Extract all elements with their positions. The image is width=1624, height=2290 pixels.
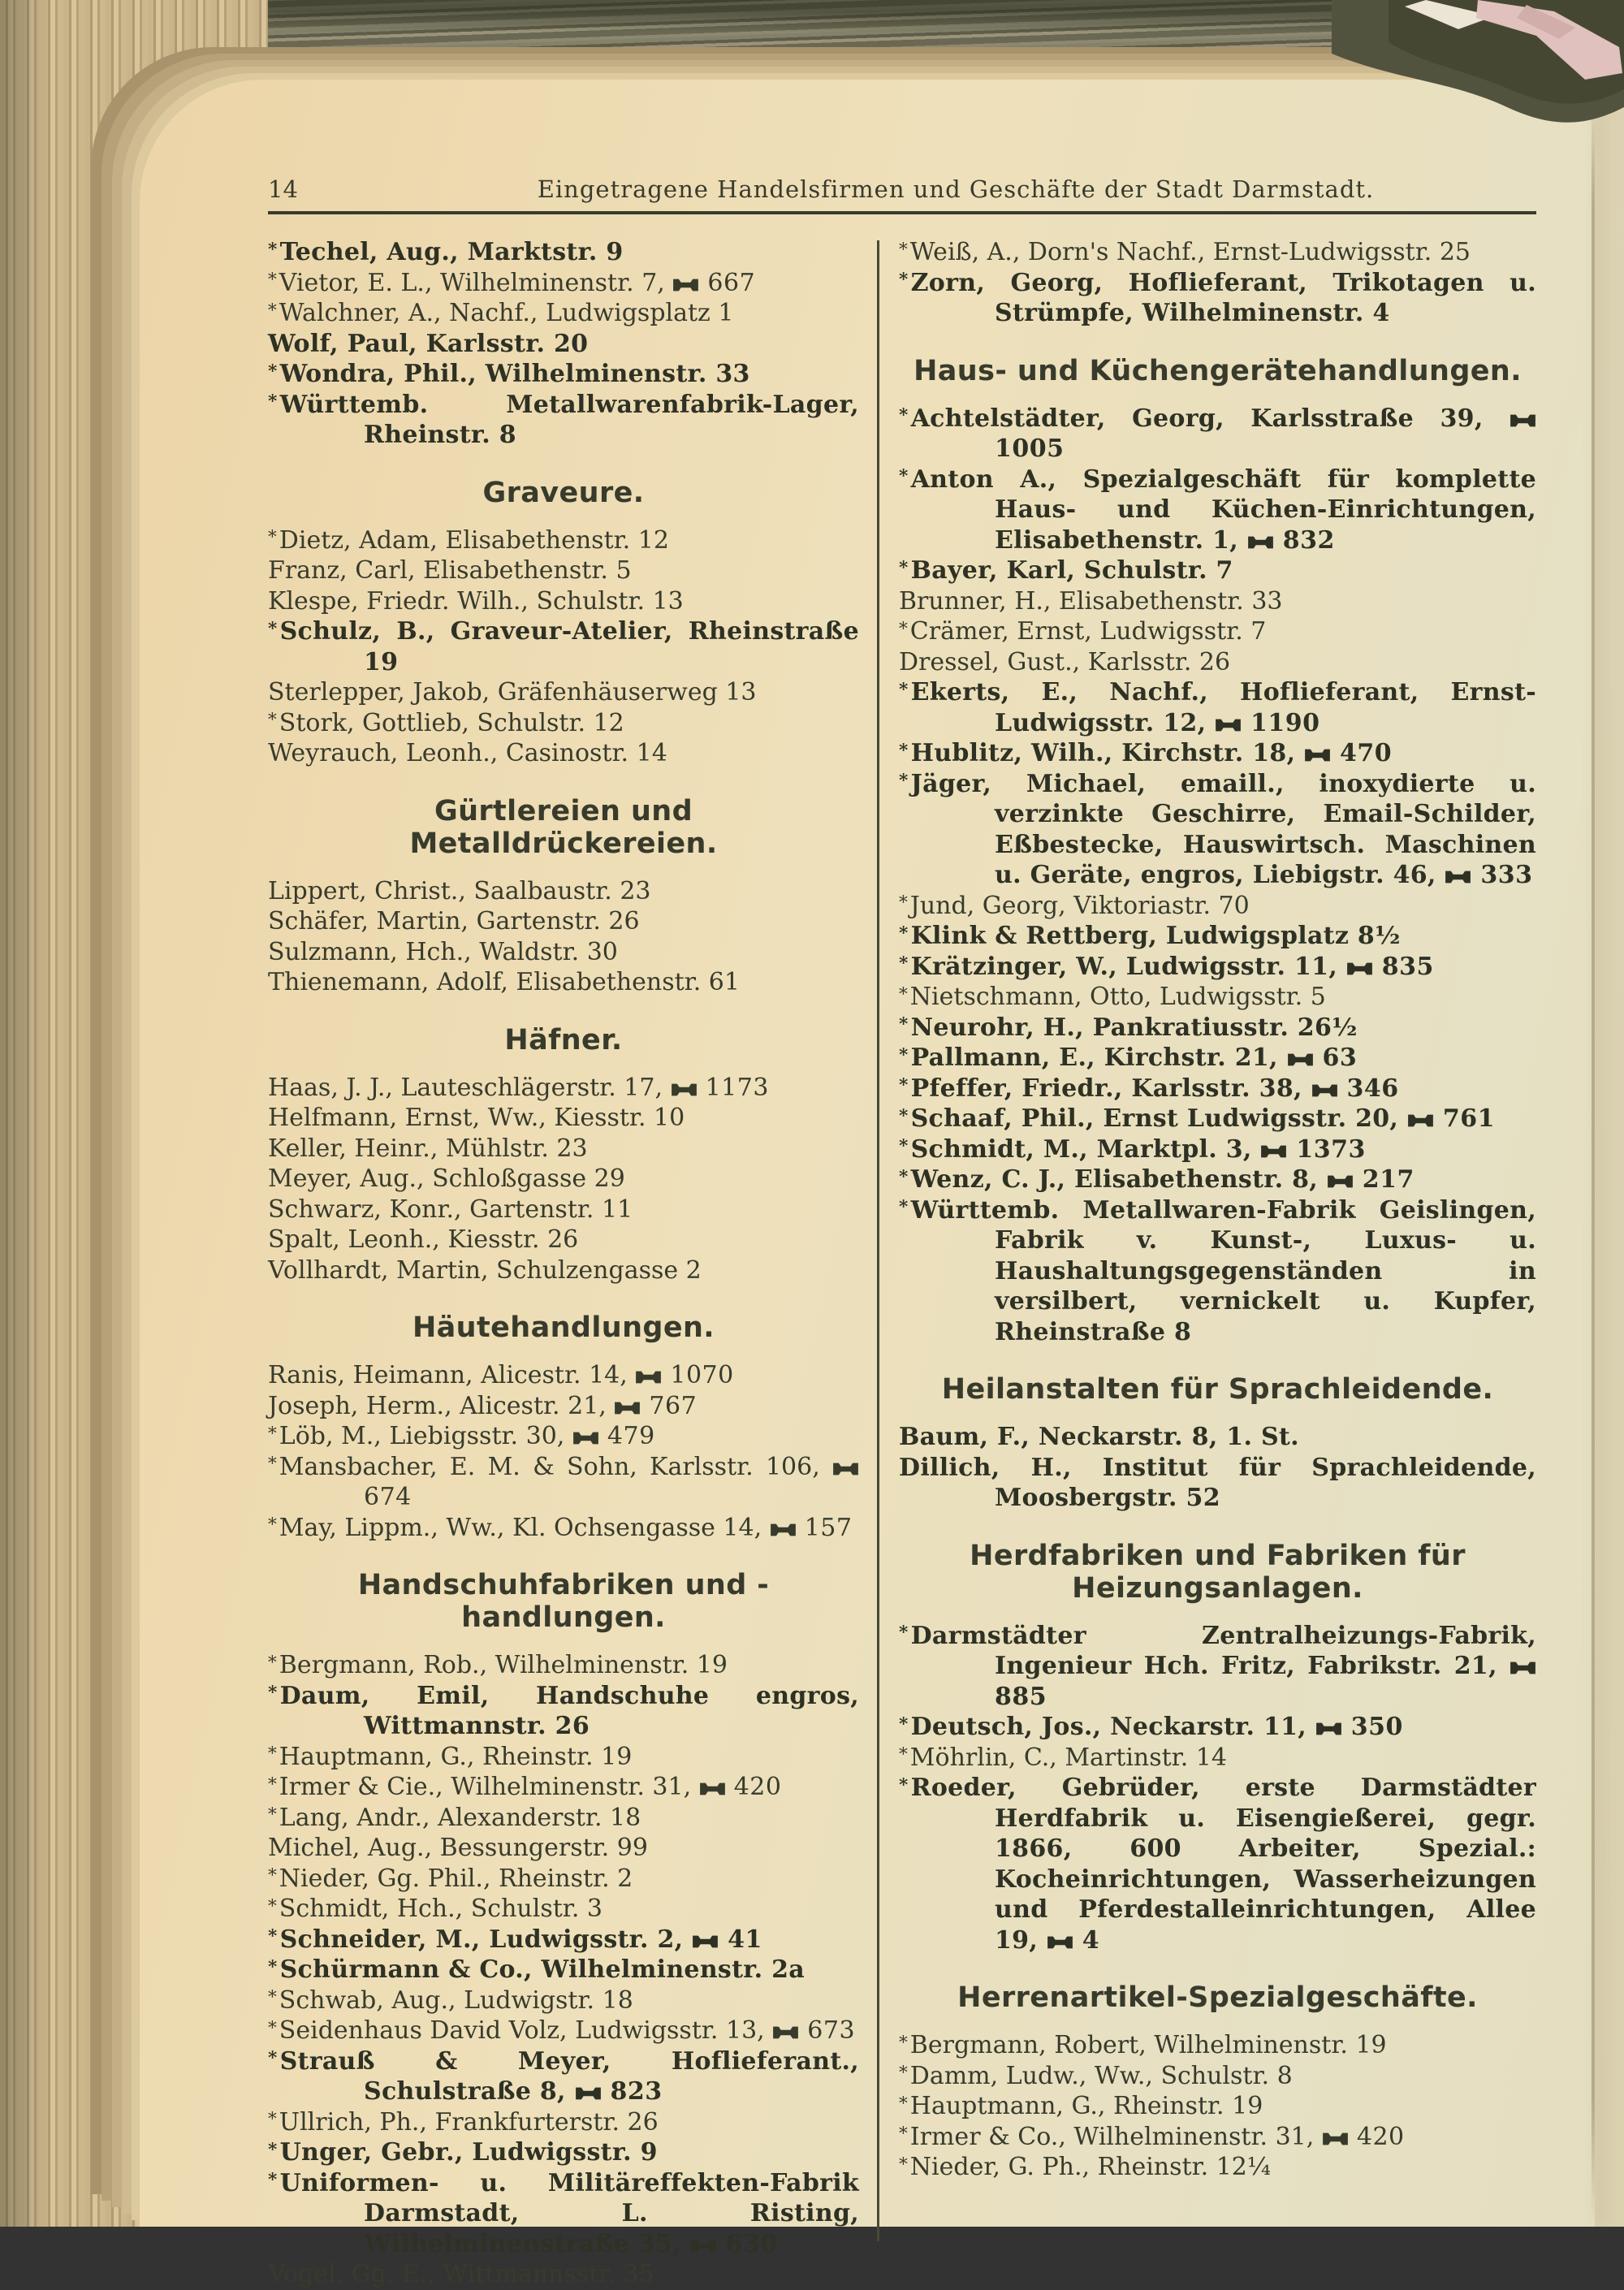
star-marker: * xyxy=(899,1774,909,1795)
entry-text: Techel, Aug., Marktstr. 9 xyxy=(279,238,624,266)
entry-text: Württemb. Metallwaren-Fabrik Geislingen, Fabrik v. Kunst-, Luxus- u. Haushaltungsgegenständen in versilbert, vernickelt u. Kupfer, Rheinstraße 8 xyxy=(910,1195,1536,1346)
telephone-number: 420 xyxy=(1348,2122,1405,2151)
entry-text: Schulz, B., Graveur-Atelier, Rheinstraße 19 xyxy=(279,617,859,676)
telephone-number: 767 xyxy=(641,1391,698,1420)
directory-entry xyxy=(268,1985,859,2016)
entry-text: Dillich, H., Institut für Sprachleidende, Moosbergstr. 52 xyxy=(899,1453,1536,1512)
star-marker: * xyxy=(268,2109,277,2130)
directory-entry xyxy=(899,952,1536,983)
directory-entry xyxy=(268,1391,859,1422)
entry-text: Vietor, E. L., Wilhelminenstr. 7, xyxy=(279,268,665,297)
entry-text: Joseph, Herm., Alicestr. 21, xyxy=(268,1391,607,1420)
entry-text: Wenz, C. J., Elisabethenstr. 8, xyxy=(910,1165,1319,1194)
entry-text: Jäger, Michael, emaill., inoxydierte u. verzinkte Geschirre, Email-Schilder, Eßbestecke, Hauswirtsch. Maschinen u. Geräte, engros, Liebigstr. 46, xyxy=(910,769,1536,889)
directory-entry xyxy=(268,1650,859,1681)
directory-entry xyxy=(268,708,859,739)
directory-entry xyxy=(268,2137,859,2168)
star-marker: * xyxy=(899,1105,909,1126)
section-heading: Heilanstalten für Sprachleidende. xyxy=(941,1373,1494,1406)
entry-text: Hauptmann, G., Rheinstr. 19 xyxy=(909,2092,1263,2120)
directory-entry xyxy=(899,1712,1536,1743)
entry-text: Irmer & Cie., Wilhelminenstr. 31, xyxy=(279,1773,692,1801)
section-heading: Herdfabriken und Fabriken für Heizungsanlagen. xyxy=(970,1539,1466,1605)
directory-entry xyxy=(899,1043,1536,1074)
directory-entry xyxy=(899,2091,1536,2122)
star-marker: * xyxy=(899,1014,909,1035)
telephone-number: 1070 xyxy=(662,1361,734,1389)
entry-text: Schwab, Aug., Ludwigstr. 18 xyxy=(279,1985,633,2015)
directory-entry xyxy=(899,647,1536,678)
directory-entry xyxy=(899,2152,1536,2183)
directory-entry xyxy=(899,268,1536,329)
entry-text: Schneider, M., Ludwigsstr. 2, xyxy=(279,1925,684,1954)
directory-entry xyxy=(268,1225,859,1255)
telephone-icon xyxy=(1327,1175,1354,1188)
directory-entry xyxy=(899,891,1536,922)
star-marker: * xyxy=(268,2048,278,2069)
telephone-icon xyxy=(690,2240,717,2253)
directory-entry xyxy=(268,616,859,677)
star-marker: * xyxy=(268,1956,278,1977)
entry-text: Bergmann, Rob., Wilhelminenstr. 19 xyxy=(279,1651,728,1679)
entry-text: Michel, Aug., Bessungerstr. 99 xyxy=(268,1834,648,1862)
star-marker: * xyxy=(268,361,278,382)
entry-text: Daum, Emil, Handschuhe engros, Wittmannstr. 26 xyxy=(279,1681,859,1740)
section-heading: Gürtlereien und Metalldrückereien. xyxy=(409,794,718,860)
telephone-icon xyxy=(672,279,699,292)
directory-entry xyxy=(899,769,1536,891)
star-marker: * xyxy=(268,1865,277,1886)
entry-text: Klespe, Friedr. Wilh., Schulstr. 13 xyxy=(268,586,684,616)
telephone-number: 761 xyxy=(1433,1104,1495,1133)
directory-entry xyxy=(268,2016,859,2046)
entry-text: Schäfer, Martin, Gartenstr. 26 xyxy=(268,907,640,935)
directory-entry xyxy=(899,1074,1536,1104)
telephone-number: 1190 xyxy=(1242,708,1320,737)
star-marker: * xyxy=(899,740,909,761)
telephone-icon xyxy=(699,1782,726,1795)
star-marker: * xyxy=(268,2017,277,2038)
entry-text: Zorn, Georg, Hoflieferant, Trikotagen u. Strümpfe, Wilhelminenstr. 4 xyxy=(910,268,1536,327)
star-marker: * xyxy=(268,618,278,639)
star-marker: * xyxy=(899,892,908,914)
directory-entry xyxy=(268,1513,859,1544)
directory-entry xyxy=(899,2061,1536,2092)
page-number: 14 xyxy=(268,175,298,203)
entry-text: Damm, Ludw., Ww., Schulstr. 8 xyxy=(909,2061,1293,2090)
telephone-icon xyxy=(692,1935,719,1948)
entry-text: Anton A., Spezialgeschäft für komplette Haus- und Küchen-Einrichtungen, Elisabethenstr. 1, xyxy=(910,464,1536,555)
telephone-number: 420 xyxy=(725,1773,782,1801)
telephone-number: 41 xyxy=(719,1925,762,1954)
star-marker: * xyxy=(268,1743,277,1765)
directory-entry xyxy=(268,876,859,907)
directory-entry xyxy=(899,404,1536,464)
entry-text: Franz, Carl, Elisabethenstr. 5 xyxy=(268,556,632,585)
section-heading: Häfner. xyxy=(504,1023,623,1056)
directory-entry xyxy=(899,1621,1536,1713)
star-marker: * xyxy=(899,679,909,700)
star-marker: * xyxy=(899,2124,908,2145)
directory-entry xyxy=(899,555,1536,586)
directory-entry xyxy=(899,2122,1536,2153)
directory-entry xyxy=(268,1255,859,1286)
entry-text: Thienemann, Adolf, Elisabethenstr. 61 xyxy=(268,968,740,996)
section-heading: Herrenartikel-Spezialgeschäfte. xyxy=(957,1981,1478,2014)
telephone-icon xyxy=(1322,2132,1349,2145)
directory-entry xyxy=(899,586,1536,617)
entry-text: Schaaf, Phil., Ernst Ludwigsstr. 20, xyxy=(910,1104,1399,1133)
star-marker: * xyxy=(268,239,278,260)
star-marker: * xyxy=(899,405,909,426)
directory-entry xyxy=(899,1013,1536,1043)
directory-entry xyxy=(268,555,859,586)
entry-text: Mansbacher, E. M. & Sohn, Karlsstr. 106, xyxy=(279,1452,820,1481)
star-marker: * xyxy=(268,391,278,413)
entry-text: Vollhardt, Martin, Schulzengasse 2 xyxy=(268,1255,702,1285)
entry-text: Meyer, Aug., Schloßgasse 29 xyxy=(268,1164,625,1193)
star-marker: * xyxy=(268,2139,278,2160)
telephone-icon xyxy=(1445,871,1471,884)
page-right-margin xyxy=(1595,80,1624,2227)
entry-text: Stork, Gottlieb, Schulstr. 12 xyxy=(279,708,624,737)
telephone-number: 63 xyxy=(1313,1043,1358,1072)
section-heading: Graveure. xyxy=(482,476,645,509)
telephone-icon xyxy=(671,1083,698,1096)
directory-columns xyxy=(268,237,1536,2290)
star-marker: * xyxy=(268,1683,278,1704)
directory-entry xyxy=(268,268,859,299)
star-marker: * xyxy=(899,466,909,487)
star-marker: * xyxy=(899,270,909,291)
star-marker: * xyxy=(899,2093,908,2114)
telephone-number: 885 xyxy=(995,1682,1047,1711)
entry-text: Schmidt, M., Marktpl. 3, xyxy=(910,1134,1252,1164)
directory-entry xyxy=(268,1164,859,1195)
star-marker: * xyxy=(899,1075,909,1096)
entry-text: Nieder, Gg. Phil., Rheinstr. 2 xyxy=(279,1864,633,1893)
entry-text: Roeder, Gebrüder, erste Darmstädter Herdfabrik u. Eisengießerei, gegr. 1866, 600 Arbeiter, Spezial.: Kocheinrichtungen, Wasserheizungen und Pferdestalleinrichtungen, Allee 19, xyxy=(910,1774,1536,1955)
directory-entry xyxy=(268,1452,859,1513)
directory-entry xyxy=(268,1772,859,1803)
entry-text: Seidenhaus David Volz, Ludwigsstr. 13, xyxy=(279,2016,765,2045)
entry-text: Crämer, Ernst, Ludwigsstr. 7 xyxy=(909,617,1267,646)
entry-text: May, Lippm., Ww., Kl. Ochsengasse 14, xyxy=(279,1513,762,1542)
directory-entry xyxy=(899,677,1536,738)
directory-entry xyxy=(268,1360,859,1391)
directory-entry xyxy=(268,237,859,268)
directory-entry xyxy=(899,1773,1536,1955)
telephone-number: 157 xyxy=(796,1513,853,1542)
directory-entry xyxy=(268,1742,859,1773)
entry-text: Haas, J. J., Lauteschlägerstr. 17, xyxy=(268,1073,663,1102)
entry-text: Keller, Heinr., Mühlstr. 23 xyxy=(268,1134,588,1163)
section-heading: Haus- und Küchengerätehandlungen. xyxy=(914,354,1522,387)
entry-text: Hauptmann, G., Rheinstr. 19 xyxy=(279,1742,633,1771)
directory-entry xyxy=(268,390,859,451)
telephone-icon xyxy=(635,1371,662,1384)
directory-entry xyxy=(268,2259,859,2290)
entry-text: Jund, Georg, Viktoriastr. 70 xyxy=(909,891,1250,920)
directory-entry xyxy=(899,1195,1536,1348)
telephone-icon xyxy=(1260,1145,1287,1158)
entry-text: Brunner, H., Elisabethenstr. 33 xyxy=(899,586,1283,616)
telephone-icon xyxy=(1510,414,1536,427)
telephone-number: 667 xyxy=(699,268,756,297)
entry-text: Pfeffer, Friedr., Karlsstr. 38, xyxy=(910,1074,1302,1103)
star-marker: * xyxy=(899,557,909,578)
star-marker: * xyxy=(268,1774,277,1795)
star-marker: * xyxy=(899,618,908,639)
star-marker: * xyxy=(268,1454,277,1475)
star-marker: * xyxy=(268,1895,277,1916)
star-marker: * xyxy=(268,300,277,321)
telephone-icon xyxy=(1315,1722,1342,1735)
telephone-number: 350 xyxy=(1341,1713,1403,1741)
telephone-number: 333 xyxy=(1471,861,1533,889)
star-marker: * xyxy=(268,2170,278,2191)
directory-entry xyxy=(899,1104,1536,1134)
telephone-icon xyxy=(1247,536,1274,549)
telephone-number: 470 xyxy=(1331,739,1393,767)
star-marker: * xyxy=(899,1744,908,1765)
telephone-icon xyxy=(614,1402,641,1415)
directory-entry xyxy=(268,1195,859,1225)
directory-entry xyxy=(268,967,859,998)
entry-text: Strauß & Meyer, Hoflieferant., Schulstraße 8, xyxy=(279,2046,859,2106)
entry-text: Nietschmann, Otto, Ludwigsstr. 5 xyxy=(909,983,1326,1011)
star-marker: * xyxy=(268,270,277,291)
star-marker: * xyxy=(899,1713,909,1735)
star-marker: * xyxy=(268,1987,277,2008)
telephone-icon xyxy=(1215,719,1242,732)
star-marker: * xyxy=(268,1926,278,1947)
directory-entry xyxy=(899,921,1536,952)
entry-text: Lang, Andr., Alexanderstr. 18 xyxy=(279,1803,641,1832)
directory-entry xyxy=(899,464,1536,556)
telephone-number: 674 xyxy=(364,1483,412,1511)
directory-entry xyxy=(268,1864,859,1895)
entry-text: Weiß, A., Dorn's Nachf., Ernst-Ludwigsstr. 25 xyxy=(909,238,1471,266)
directory-entry xyxy=(268,1073,859,1104)
directory-entry xyxy=(268,1134,859,1164)
directory-column-left xyxy=(268,237,859,2290)
directory-entry xyxy=(268,1681,859,1742)
entry-text: Wondra, Phil., Wilhelminenstr. 33 xyxy=(279,360,750,388)
directory-entry xyxy=(899,1453,1536,1514)
telephone-number: 832 xyxy=(1273,525,1335,555)
directory-entry xyxy=(268,738,859,769)
entry-text: Uniformen- u. Militäreffekten-Fabrik Darmstadt, L. Risting, Wilhelminenstraße 35, xyxy=(279,2168,859,2258)
telephone-icon xyxy=(1311,1084,1338,1097)
entry-text: Pallmann, E., Kirchstr. 21, xyxy=(910,1043,1278,1072)
entry-text: Schmidt, Hch., Schulstr. 3 xyxy=(279,1895,603,1923)
directory-entry xyxy=(268,2046,859,2107)
entry-text: Wolf, Paul, Karlsstr. 20 xyxy=(268,329,589,358)
telephone-number: 479 xyxy=(598,1422,655,1450)
entry-text: Lippert, Christ., Saalbaustr. 23 xyxy=(268,876,651,905)
star-marker: * xyxy=(899,2032,908,2053)
entry-text: Ullrich, Ph., Frankfurterstr. 26 xyxy=(279,2107,659,2137)
bookmark-ribbon-icon xyxy=(1234,0,1624,162)
telephone-icon xyxy=(770,1523,797,1536)
telephone-icon xyxy=(1304,749,1331,762)
directory-entry xyxy=(899,2030,1536,2061)
book-page xyxy=(140,80,1624,2288)
telephone-number: 823 xyxy=(601,2077,663,2106)
directory-entry xyxy=(268,1833,859,1864)
directory-entry xyxy=(899,1422,1536,1453)
telephone-number: 4 xyxy=(1073,1925,1100,1955)
telephone-icon xyxy=(1287,1053,1314,1066)
telephone-icon xyxy=(572,1432,599,1445)
telephone-number: 217 xyxy=(1353,1165,1415,1194)
entry-text: Sulzmann, Hch., Waldstr. 30 xyxy=(268,937,618,966)
star-marker: * xyxy=(899,1622,909,1644)
entry-text: Walchner, A., Nachf., Ludwigsplatz 1 xyxy=(279,299,734,327)
telephone-icon xyxy=(1346,962,1373,975)
star-marker: * xyxy=(268,710,277,731)
star-marker: * xyxy=(899,1136,909,1157)
entry-text: Sterlepper, Jakob, Gräfenhäuserweg 13 xyxy=(268,678,757,706)
entry-text: Schwarz, Konr., Gartenstr. 11 xyxy=(268,1195,633,1224)
star-marker: * xyxy=(899,1197,909,1218)
entry-text: Neurohr, H., Pankratiusstr. 26½ xyxy=(910,1013,1358,1042)
section-heading: Häutehandlungen. xyxy=(412,1311,715,1344)
star-marker: * xyxy=(899,2154,908,2175)
column-divider xyxy=(877,240,879,2241)
telephone-number: 346 xyxy=(1337,1074,1399,1103)
entry-text: Unger, Gebr., Ludwigsstr. 9 xyxy=(279,2138,658,2167)
page-title: Eingetragene Handelsfirmen und Geschäfte der Stadt Darmstadt. xyxy=(537,175,1375,203)
telephone-number: 630 xyxy=(716,2229,778,2258)
directory-entry xyxy=(268,677,859,708)
directory-entry xyxy=(268,298,859,329)
star-marker: * xyxy=(268,1514,277,1536)
star-marker: * xyxy=(268,1652,277,1673)
star-marker: * xyxy=(899,1044,909,1065)
entry-text: Löb, M., Liebigsstr. 30, xyxy=(279,1422,565,1450)
telephone-number: 1173 xyxy=(697,1073,769,1102)
entry-text: Nieder, G. Ph., Rheinstr. 12¼ xyxy=(909,2153,1271,2181)
directory-entry xyxy=(268,906,859,937)
section-heading: Handschuhfabriken und -handlungen. xyxy=(357,1569,770,1634)
directory-entry xyxy=(268,1103,859,1134)
directory-entry xyxy=(268,359,859,390)
entry-text: Spalt, Leonh., Kiesstr. 26 xyxy=(268,1225,579,1254)
telephone-icon xyxy=(1047,1936,1073,1949)
directory-entry xyxy=(899,616,1536,647)
directory-entry xyxy=(268,1955,859,1985)
entry-text: Möhrlin, C., Martinstr. 14 xyxy=(909,1743,1227,1772)
entry-text: Klink & Rettberg, Ludwigsplatz 8½ xyxy=(910,922,1401,950)
telephone-icon xyxy=(1510,1661,1536,1674)
telephone-icon xyxy=(772,2026,799,2039)
directory-entry xyxy=(268,586,859,617)
star-marker: * xyxy=(899,239,908,260)
telephone-icon xyxy=(1407,1114,1434,1127)
entry-text: Deutsch, Jos., Neckarstr. 11, xyxy=(910,1713,1307,1741)
telephone-icon xyxy=(832,1463,859,1476)
entry-text: Bayer, Karl, Schulstr. 7 xyxy=(910,556,1233,585)
entry-text: Bergmann, Robert, Wilhelminenstr. 19 xyxy=(909,2031,1387,2059)
star-marker: * xyxy=(268,527,277,548)
entry-text: Weyrauch, Leonh., Casinostr. 14 xyxy=(268,739,667,767)
entry-text: Krätzinger, W., Ludwigsstr. 11, xyxy=(910,952,1338,981)
star-marker: * xyxy=(899,771,909,792)
entry-text: Ranis, Heimann, Alicestr. 14, xyxy=(268,1361,628,1389)
entry-text: Baum, F., Neckarstr. 8, 1. St. xyxy=(899,1423,1299,1451)
star-marker: * xyxy=(899,953,909,974)
telephone-icon xyxy=(575,2087,602,2100)
page-header xyxy=(268,175,1536,214)
star-marker: * xyxy=(268,1804,277,1826)
directory-entry xyxy=(268,525,859,556)
telephone-number: 835 xyxy=(1372,952,1434,981)
directory-entry xyxy=(268,937,859,968)
star-marker: * xyxy=(268,1423,277,1444)
directory-entry xyxy=(899,1134,1536,1165)
telephone-number: 1373 xyxy=(1287,1134,1366,1164)
directory-entry xyxy=(268,2107,859,2138)
directory-entry xyxy=(268,1803,859,1834)
directory-entry xyxy=(899,237,1536,268)
entry-text: Schürmann & Co., Wilhelminenstr. 2a xyxy=(279,1955,806,1984)
entry-text: Achtelstädter, Georg, Karlsstraße 39, xyxy=(910,404,1484,433)
directory-entry xyxy=(268,2168,859,2260)
star-marker: * xyxy=(899,983,908,1005)
entry-text: Irmer & Co., Wilhelminenstr. 31, xyxy=(909,2122,1315,2151)
entry-text: Dietz, Adam, Elisabethenstr. 12 xyxy=(279,525,669,555)
entry-text: Württemb. Metallwarenfabrik-Lager, Rheinstr. 8 xyxy=(279,390,859,449)
entry-text: Helfmann, Ernst, Ww., Kiesstr. 10 xyxy=(268,1104,685,1132)
star-marker: * xyxy=(899,1166,909,1187)
star-marker: * xyxy=(899,922,909,944)
directory-entry xyxy=(268,1894,859,1925)
entry-text: Hublitz, Wilh., Kirchstr. 18, xyxy=(910,739,1296,767)
telephone-number: 673 xyxy=(799,2016,856,2045)
entry-text: Darmstädter Zentralheizungs-Fabrik, Ingenieur Hch. Fritz, Fabrikstr. 21, xyxy=(910,1621,1536,1680)
telephone-number: 1005 xyxy=(995,434,1065,463)
directory-column-right xyxy=(899,237,1536,2290)
directory-entry xyxy=(899,1743,1536,1774)
directory-entry xyxy=(899,738,1536,769)
directory-entry xyxy=(899,982,1536,1013)
directory-entry xyxy=(268,1421,859,1452)
directory-entry xyxy=(268,329,859,360)
entry-text: Ekerts, E., Nachf., Hoflieferant, Ernst-Ludwigsstr. 12, xyxy=(910,678,1536,737)
star-marker: * xyxy=(899,2063,908,2084)
entry-text: Dressel, Gust., Karlsstr. 26 xyxy=(899,647,1231,676)
directory-entry xyxy=(899,1164,1536,1195)
directory-entry xyxy=(268,1925,859,1955)
entry-text: Vogel, Gg. E., Wittmannsstr. 35 xyxy=(268,2260,654,2288)
